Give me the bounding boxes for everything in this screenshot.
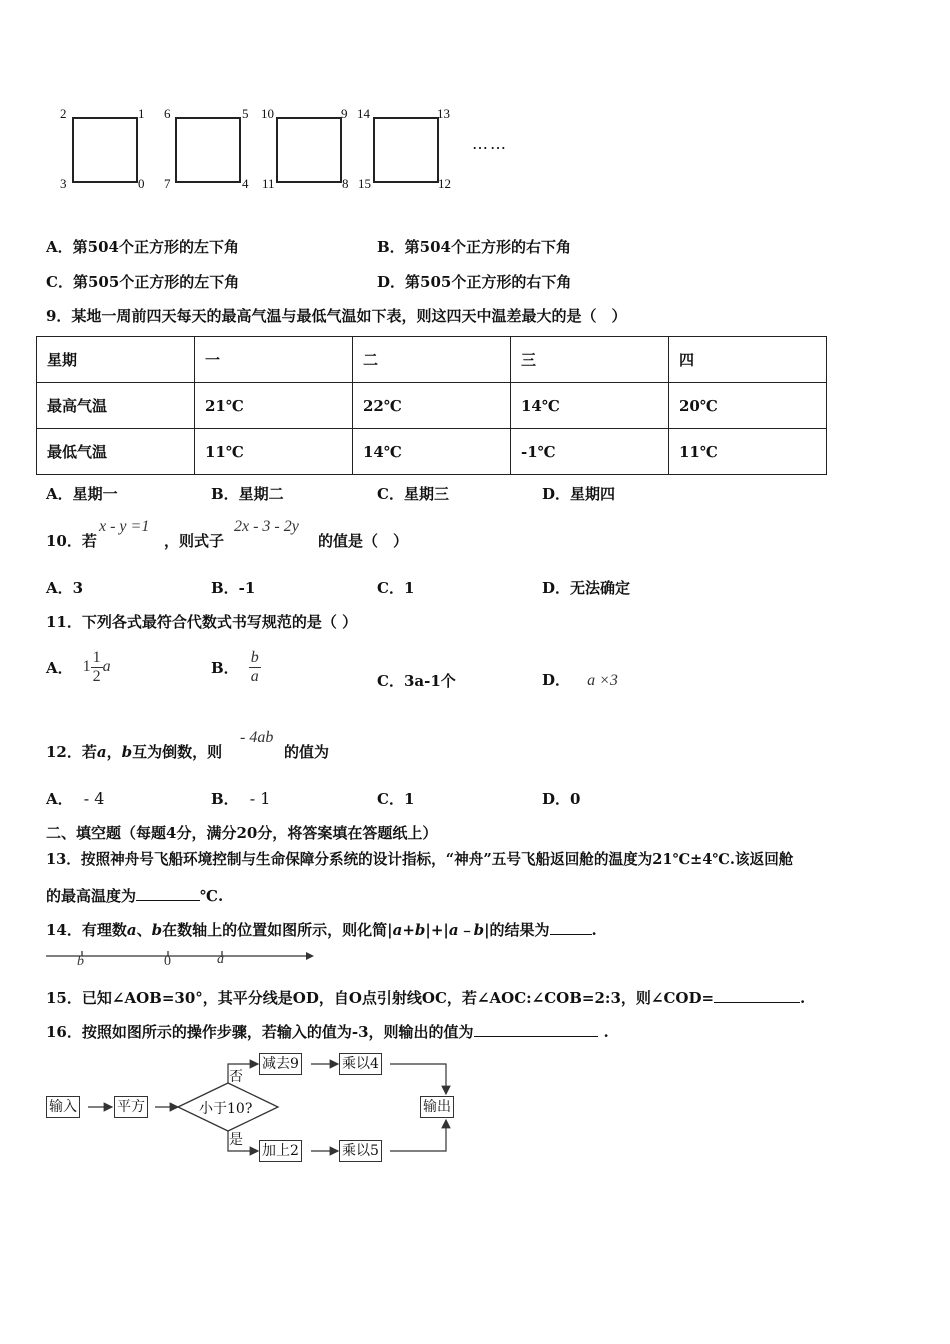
option-value: - 4: [83, 789, 105, 808]
flow-yes-label: 是: [229, 1132, 243, 1148]
q12-pre: 12．若: [46, 743, 97, 761]
q14-sep: 、: [136, 921, 152, 939]
table-cell: 14℃: [353, 429, 511, 475]
corner-label: 2: [60, 106, 67, 121]
corner-label: 6: [164, 106, 171, 121]
q8-option-c[interactable]: C．第505个正方形的左下角: [46, 273, 240, 291]
option-label: B．: [211, 658, 239, 677]
mixed-whole: 1: [82, 658, 91, 675]
axis-label-b: b: [77, 954, 84, 969]
fraction-numerator: 1: [92, 648, 101, 666]
q16-text: 16．按照如图所示的操作步骤，若输入的值为-3，则输出的值为: [46, 1023, 474, 1041]
corner-label: 9: [341, 106, 348, 121]
corner-label: 0: [138, 176, 145, 191]
q13-pre: 的最高温度为: [46, 887, 137, 905]
corner-label: 11: [262, 176, 275, 191]
q10-option-c[interactable]: C．1: [377, 579, 415, 597]
table-cell: 四: [669, 337, 827, 383]
q8-option-b[interactable]: B．第504个正方形的右下角: [377, 238, 571, 256]
fraction-numerator: b: [250, 648, 259, 666]
corner-label: 8: [342, 176, 349, 191]
q12-expression: - 4ab: [240, 729, 274, 746]
flow-arrow: [390, 1064, 446, 1094]
flow-arrow: [390, 1120, 446, 1151]
corner-label: 10: [261, 106, 274, 121]
flow-mul4-box: 乘以4: [339, 1053, 382, 1075]
corner-label: 12: [438, 176, 451, 191]
abs-expr-1: a+b: [392, 921, 426, 939]
corner-label: 13: [437, 106, 450, 121]
option-value: - 1: [249, 789, 271, 808]
flow-output-box: 输出: [420, 1096, 454, 1118]
corner-label: 7: [164, 176, 171, 191]
table-cell: 22℃: [353, 383, 511, 429]
flow-square-box: 平方: [114, 1096, 148, 1118]
table-cell: 一: [195, 337, 353, 383]
q14-end: .: [591, 921, 597, 939]
q10-mid: ，则式子: [164, 532, 225, 550]
q8-option-d[interactable]: D．第505个正方形的右下角: [377, 273, 572, 291]
table-cell: 20℃: [669, 383, 827, 429]
q16-end: .: [603, 1023, 609, 1041]
q12-tail: 的值为: [284, 743, 330, 761]
corner-label: 4: [242, 176, 249, 191]
axis-label-0: 0: [164, 954, 171, 969]
q14-mid2: |+|: [425, 921, 449, 939]
option-label: A．: [46, 790, 73, 808]
q9-option-d[interactable]: D．星期四: [542, 485, 616, 503]
corner-label: 15: [358, 176, 371, 191]
math-expression: a ×3: [587, 672, 618, 689]
option-label: A．: [46, 658, 73, 677]
q10-option-a[interactable]: A．3: [46, 579, 84, 597]
q12-option-d[interactable]: D．0: [542, 790, 581, 808]
variable: a: [102, 658, 111, 675]
q9-stem: 9．某地一周前四天每天的最高气温与最低气温如下表，则这四天中温差最大的是（ ）: [46, 307, 627, 325]
q10-option-b[interactable]: B．-1: [211, 579, 256, 597]
option-label: B．: [211, 790, 239, 808]
q8-option-a[interactable]: A．第504个正方形的左下角: [46, 238, 239, 256]
var-b: b: [121, 743, 133, 761]
flow-add2-box: 加上2: [259, 1140, 302, 1162]
var-a: a: [96, 743, 107, 761]
var-b: b: [151, 921, 163, 939]
table-cell: 最高气温: [37, 383, 195, 429]
table-cell: 最低气温: [37, 429, 195, 475]
q9-option-b[interactable]: B．星期二: [211, 485, 284, 503]
table-cell: 11℃: [195, 429, 353, 475]
q12-option-c[interactable]: C．1: [377, 790, 415, 808]
q15-text: 15．已知∠AOB=30°，其平分线是OD，自O点引射线OC，若∠AOC:∠COB=2:3，则∠COD=: [46, 989, 715, 1007]
section-heading: 二、填空题（每题4分，满分20分，将答案填在答题纸上）: [46, 824, 438, 842]
q14-mid: 在数轴上的位置如图所示，则化简|: [162, 921, 393, 939]
corner-label: 1: [138, 106, 145, 121]
q9-option-a[interactable]: A．星期一: [46, 485, 118, 503]
table-cell: 星期: [37, 337, 195, 383]
corner-label: 3: [60, 176, 67, 191]
flow-input-box: 输入: [46, 1096, 80, 1118]
table-cell: 三: [511, 337, 669, 383]
flow-sub9-box: 减去9: [259, 1053, 302, 1075]
table-cell: 21℃: [195, 383, 353, 429]
table-cell: 11℃: [669, 429, 827, 475]
table-cell: 二: [353, 337, 511, 383]
fraction-denominator: 2: [92, 667, 101, 685]
continuation-dots: ……: [472, 134, 508, 153]
table-cell: -1℃: [511, 429, 669, 475]
flow-mul5-box: 乘以5: [339, 1140, 382, 1162]
q10-tail: 的值是（ ）: [318, 532, 409, 550]
q10-condition: x - y =1: [99, 518, 150, 535]
q13-line1: 13．按照神舟号飞船环境控制与生命保障分系统的设计指标，“神舟”五号飞船返回舱的温度为21℃±4℃.该返回舱: [46, 851, 794, 868]
q10-number: 10．若: [46, 532, 97, 550]
corner-label: 14: [357, 106, 370, 121]
flow-decision-label: 小于10?: [199, 1101, 253, 1117]
q10-expression: 2x - 3 - 2y: [234, 518, 299, 535]
axis-label-a: a: [217, 952, 224, 967]
q15-end: .: [800, 989, 806, 1007]
abs-expr-2: a﹣b: [448, 921, 485, 939]
option-label: D．: [542, 671, 571, 689]
flow-no-label: 否: [229, 1069, 243, 1085]
table-cell: 14℃: [511, 383, 669, 429]
fraction-denominator: a: [250, 667, 259, 685]
q14-post: |的结果为: [484, 921, 550, 939]
q12-mid: 互为倒数，则: [132, 743, 223, 761]
q12-sep: ，: [106, 743, 122, 761]
q10-option-d[interactable]: D．无法确定: [542, 579, 631, 597]
q9-option-c[interactable]: C．星期三: [377, 485, 449, 503]
q11-option-c[interactable]: C．3a-1个: [377, 672, 456, 690]
q14-pre: 14．有理数: [46, 921, 127, 939]
corner-label: 5: [242, 106, 249, 121]
q13-post: ℃.: [200, 887, 224, 905]
q11-stem: 11．下列各式最符合代数式书写规范的是（ ）: [46, 613, 358, 631]
var-a: a: [126, 921, 137, 939]
